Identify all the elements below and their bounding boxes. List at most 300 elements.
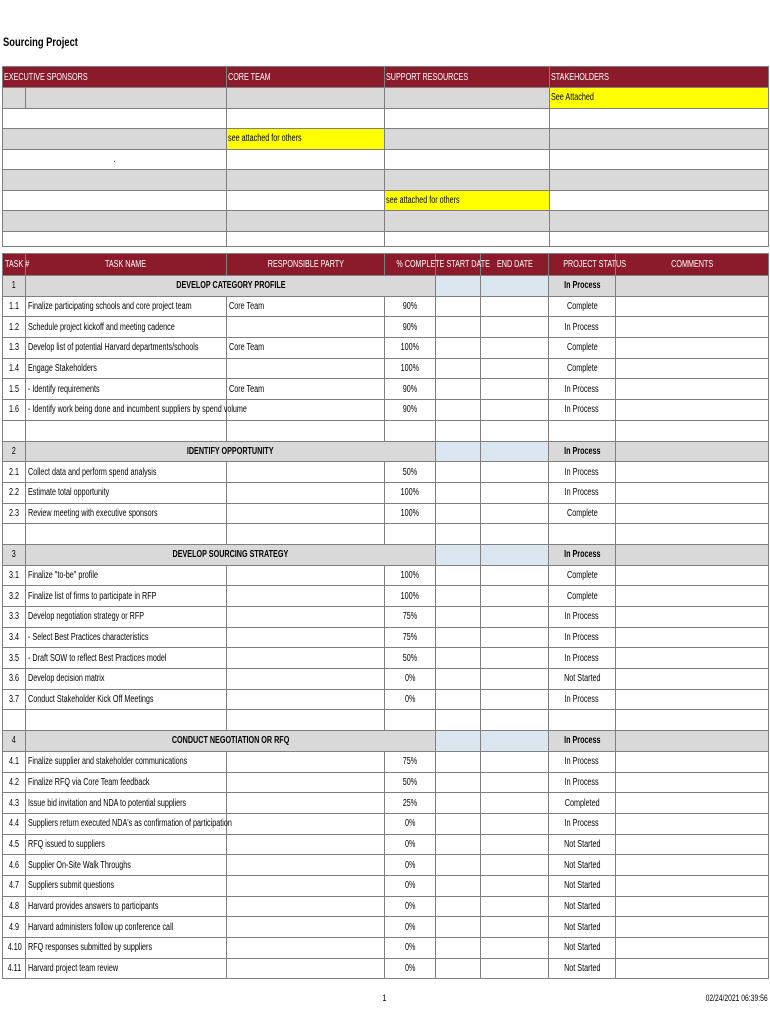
blank-cell <box>616 710 769 731</box>
start-date[interactable] <box>436 896 481 917</box>
end-date[interactable] <box>481 338 549 359</box>
task-number: 2.1 <box>3 462 26 483</box>
start-date[interactable] <box>436 938 481 959</box>
blank-cell <box>3 420 26 441</box>
task-name[interactable]: Review meeting with executive sponsors <box>26 503 227 524</box>
task-name[interactable]: Develop list of potential Harvard departments/schools <box>26 338 227 359</box>
responsible-party[interactable] <box>227 689 385 710</box>
see-attached-cell[interactable]: See Attached <box>550 88 769 109</box>
stakeholder-row <box>3 190 769 211</box>
blank-cell <box>227 524 385 545</box>
start-date[interactable] <box>436 358 481 379</box>
end-date[interactable] <box>481 938 549 959</box>
task-number: 3.3 <box>3 607 26 628</box>
comments[interactable] <box>616 607 769 628</box>
section-number: 2 <box>3 441 26 462</box>
task-row <box>3 938 769 959</box>
header-end-date: END DATE <box>481 254 549 276</box>
comments[interactable] <box>616 669 769 690</box>
end-date[interactable] <box>481 565 549 586</box>
end-date[interactable] <box>481 772 549 793</box>
comments[interactable] <box>616 958 769 979</box>
section-name: IDENTIFY OPPORTUNITY <box>26 441 436 462</box>
header-support-resources: SUPPORT RESOURCES <box>385 67 550 88</box>
comments[interactable] <box>616 917 769 938</box>
percent-complete[interactable]: 25% <box>385 793 436 814</box>
percent-complete[interactable]: 100% <box>385 358 436 379</box>
responsible-party[interactable] <box>227 875 385 896</box>
task-name[interactable]: Finalize RFQ via Core Team feedback <box>26 772 227 793</box>
header-task-no: TASK # <box>3 254 26 276</box>
section-comments[interactable] <box>616 276 769 297</box>
comments[interactable] <box>616 875 769 896</box>
comments[interactable] <box>616 772 769 793</box>
start-date[interactable] <box>436 855 481 876</box>
end-date[interactable] <box>481 917 549 938</box>
blank-cell <box>227 710 385 731</box>
blank-row <box>3 420 769 441</box>
comments[interactable] <box>616 296 769 317</box>
end-date[interactable] <box>481 689 549 710</box>
start-date[interactable] <box>436 958 481 979</box>
section-end-date[interactable] <box>481 276 549 297</box>
comments[interactable] <box>616 462 769 483</box>
end-date[interactable] <box>481 958 549 979</box>
start-date[interactable] <box>436 338 481 359</box>
task-number: 1.6 <box>3 400 26 421</box>
percent-complete[interactable]: 0% <box>385 813 436 834</box>
stakeholder-row <box>3 170 769 191</box>
section-comments[interactable] <box>616 731 769 752</box>
task-row <box>3 358 769 379</box>
task-number: 1.2 <box>3 317 26 338</box>
task-header-row <box>3 254 769 276</box>
section-name: DEVELOP SOURCING STRATEGY <box>26 544 436 565</box>
task-number: 1.1 <box>3 296 26 317</box>
stakeholder-row <box>3 149 769 170</box>
blank-row <box>3 524 769 545</box>
header-comments: COMMENTS <box>616 254 769 276</box>
project-status[interactable]: Not Started <box>549 875 616 896</box>
section-comments[interactable] <box>616 544 769 565</box>
section-name: DEVELOP CATEGORY PROFILE <box>26 276 436 297</box>
blank-cell <box>3 524 26 545</box>
project-status[interactable]: Not Started <box>549 917 616 938</box>
percent-complete[interactable]: 0% <box>385 669 436 690</box>
blank-cell <box>26 420 227 441</box>
end-date[interactable] <box>481 834 549 855</box>
task-row <box>3 586 769 607</box>
responsible-party[interactable] <box>227 834 385 855</box>
blank-cell <box>436 524 481 545</box>
responsible-party[interactable] <box>227 896 385 917</box>
start-date[interactable] <box>436 462 481 483</box>
blank-cell <box>436 710 481 731</box>
end-date[interactable] <box>481 648 549 669</box>
task-number: 3.6 <box>3 669 26 690</box>
end-date[interactable] <box>481 379 549 400</box>
section-end-date[interactable] <box>481 544 549 565</box>
responsible-party[interactable] <box>227 317 385 338</box>
percent-complete[interactable]: 90% <box>385 379 436 400</box>
percent-complete[interactable]: 0% <box>385 689 436 710</box>
start-date[interactable] <box>436 813 481 834</box>
project-status[interactable]: In Process <box>549 462 616 483</box>
header-percent-complete: % COMPLETE <box>385 254 436 276</box>
end-date[interactable] <box>481 793 549 814</box>
task-number: 4.10 <box>3 938 26 959</box>
comments[interactable] <box>616 896 769 917</box>
responsible-party[interactable] <box>227 751 385 772</box>
task-number: 1.3 <box>3 338 26 359</box>
section-start-date[interactable] <box>436 544 481 565</box>
task-row <box>3 689 769 710</box>
section-status: In Process <box>549 731 616 752</box>
responsible-party[interactable] <box>227 669 385 690</box>
comments[interactable] <box>616 689 769 710</box>
end-date[interactable] <box>481 482 549 503</box>
task-name[interactable]: RFQ issued to suppliers <box>26 834 227 855</box>
project-status[interactable]: In Process <box>549 751 616 772</box>
task-number: 4.2 <box>3 772 26 793</box>
responsible-party[interactable] <box>227 607 385 628</box>
start-date[interactable] <box>436 917 481 938</box>
task-number: 3.4 <box>3 627 26 648</box>
responsible-party[interactable] <box>227 400 385 421</box>
start-date[interactable] <box>436 317 481 338</box>
task-number: 3.2 <box>3 586 26 607</box>
section-status: In Process <box>549 276 616 297</box>
blank-cell <box>616 524 769 545</box>
comments[interactable] <box>616 338 769 359</box>
section-start-date[interactable] <box>436 731 481 752</box>
start-date[interactable] <box>436 586 481 607</box>
end-date[interactable] <box>481 855 549 876</box>
percent-complete[interactable]: 75% <box>385 627 436 648</box>
responsible-party[interactable]: Core Team <box>227 296 385 317</box>
responsible-party[interactable] <box>227 855 385 876</box>
blank-cell <box>436 420 481 441</box>
comments[interactable] <box>616 565 769 586</box>
comments[interactable] <box>616 648 769 669</box>
blank-cell <box>385 420 436 441</box>
stakeholder-grid <box>2 66 769 247</box>
task-name[interactable]: Engage Stakeholders <box>26 358 227 379</box>
end-date[interactable] <box>481 400 549 421</box>
task-name[interactable]: Collect data and perform spend analysis <box>26 462 227 483</box>
project-status[interactable]: Not Started <box>549 896 616 917</box>
section-row <box>3 276 769 297</box>
responsible-party[interactable] <box>227 358 385 379</box>
percent-complete[interactable]: 90% <box>385 400 436 421</box>
responsible-party[interactable] <box>227 503 385 524</box>
comments[interactable] <box>616 813 769 834</box>
task-name[interactable]: Conduct Stakeholder Kick Off Meetings <box>26 689 227 710</box>
responsible-party[interactable] <box>227 813 385 834</box>
task-name[interactable]: RFQ responses submitted by suppliers <box>26 938 227 959</box>
comments[interactable] <box>616 938 769 959</box>
start-date[interactable] <box>436 689 481 710</box>
project-status[interactable]: In Process <box>549 648 616 669</box>
end-date[interactable] <box>481 358 549 379</box>
percent-complete[interactable]: 0% <box>385 875 436 896</box>
project-status[interactable]: In Process <box>549 689 616 710</box>
task-number: 3.7 <box>3 689 26 710</box>
task-name[interactable]: - Identify requirements <box>26 379 227 400</box>
percent-complete[interactable]: 90% <box>385 317 436 338</box>
task-name[interactable]: Develop negotiation strategy or RFP <box>26 607 227 628</box>
task-table <box>2 253 769 979</box>
project-status[interactable]: Complete <box>549 296 616 317</box>
header-responsible-party: RESPONSIBLE PARTY <box>227 254 385 276</box>
end-date[interactable] <box>481 669 549 690</box>
page-title: Sourcing Project <box>3 35 78 49</box>
blank-cell <box>481 710 549 731</box>
task-name[interactable]: Suppliers submit questions <box>26 875 227 896</box>
project-status[interactable]: Complete <box>549 565 616 586</box>
percent-complete[interactable]: 100% <box>385 482 436 503</box>
task-row <box>3 503 769 524</box>
task-row <box>3 772 769 793</box>
percent-complete[interactable]: 0% <box>385 917 436 938</box>
task-row <box>3 896 769 917</box>
start-date[interactable] <box>436 565 481 586</box>
task-name[interactable]: - Identify work being done and incumbent suppliers by spend volume <box>26 400 227 421</box>
header-stakeholders: STAKEHOLDERS <box>550 67 769 88</box>
start-date[interactable] <box>436 834 481 855</box>
task-number: 3.5 <box>3 648 26 669</box>
task-row <box>3 917 769 938</box>
task-row <box>3 627 769 648</box>
responsible-party[interactable] <box>227 917 385 938</box>
task-name[interactable]: Suppliers return executed NDA's as confirmation of participation <box>26 813 227 834</box>
task-number: 4.6 <box>3 855 26 876</box>
task-name[interactable]: - Draft SOW to reflect Best Practices model <box>26 648 227 669</box>
task-name[interactable]: Schedule project kickoff and meeting cadence <box>26 317 227 338</box>
percent-complete[interactable]: 0% <box>385 896 436 917</box>
print-timestamp: 02/24/2021 06:39:56 <box>706 993 768 1003</box>
comments[interactable] <box>616 503 769 524</box>
blank-cell <box>3 710 26 731</box>
stakeholder-row <box>3 129 769 150</box>
percent-complete[interactable]: 0% <box>385 938 436 959</box>
task-number: 4.11 <box>3 958 26 979</box>
comments[interactable] <box>616 586 769 607</box>
start-date[interactable] <box>436 400 481 421</box>
task-number: 1.4 <box>3 358 26 379</box>
responsible-party[interactable]: Core Team <box>227 379 385 400</box>
section-end-date[interactable] <box>481 441 549 462</box>
percent-complete[interactable]: 100% <box>385 503 436 524</box>
start-date[interactable] <box>436 875 481 896</box>
section-start-date[interactable] <box>436 276 481 297</box>
percent-complete[interactable]: 100% <box>385 565 436 586</box>
end-date[interactable] <box>481 586 549 607</box>
start-date[interactable] <box>436 607 481 628</box>
blank-cell <box>26 524 227 545</box>
responsible-party[interactable] <box>227 793 385 814</box>
start-date[interactable] <box>436 751 481 772</box>
task-name[interactable]: Finalize participating schools and core project team <box>26 296 227 317</box>
responsible-party[interactable] <box>227 462 385 483</box>
start-date[interactable] <box>436 627 481 648</box>
start-date[interactable] <box>436 482 481 503</box>
start-date[interactable] <box>436 503 481 524</box>
section-number: 3 <box>3 544 26 565</box>
responsible-party[interactable] <box>227 627 385 648</box>
comments[interactable] <box>616 751 769 772</box>
percent-complete[interactable]: 100% <box>385 338 436 359</box>
project-status[interactable]: Complete <box>549 503 616 524</box>
end-date[interactable] <box>481 875 549 896</box>
project-status[interactable]: In Process <box>549 379 616 400</box>
task-name[interactable]: Develop decision matrix <box>26 669 227 690</box>
task-row <box>3 296 769 317</box>
stakeholder-row <box>3 88 769 109</box>
start-date[interactable] <box>436 669 481 690</box>
responsible-party[interactable]: Core Team <box>227 338 385 359</box>
project-status[interactable]: Complete <box>549 586 616 607</box>
comments[interactable] <box>616 627 769 648</box>
comments[interactable] <box>616 482 769 503</box>
start-date[interactable] <box>436 379 481 400</box>
comments[interactable] <box>616 317 769 338</box>
section-end-date[interactable] <box>481 731 549 752</box>
project-status[interactable]: Completed <box>549 793 616 814</box>
responsible-party[interactable] <box>227 482 385 503</box>
responsible-party[interactable] <box>227 565 385 586</box>
end-date[interactable] <box>481 751 549 772</box>
responsible-party[interactable] <box>227 938 385 959</box>
section-name: CONDUCT NEGOTIATION OR RFQ <box>26 731 436 752</box>
project-status[interactable]: Complete <box>549 338 616 359</box>
task-name[interactable]: Finalize supplier and stakeholder communications <box>26 751 227 772</box>
task-row <box>3 793 769 814</box>
header-start-date: START DATE <box>436 254 481 276</box>
project-status[interactable]: Not Started <box>549 834 616 855</box>
percent-complete[interactable]: 50% <box>385 648 436 669</box>
task-name[interactable]: Harvard project team review <box>26 958 227 979</box>
comments[interactable] <box>616 358 769 379</box>
blank-cell <box>26 710 227 731</box>
project-status[interactable]: Complete <box>549 358 616 379</box>
project-status[interactable]: In Process <box>549 607 616 628</box>
task-row <box>3 958 769 979</box>
section-row <box>3 544 769 565</box>
percent-complete[interactable]: 0% <box>385 834 436 855</box>
percent-complete[interactable]: 50% <box>385 462 436 483</box>
comments[interactable] <box>616 834 769 855</box>
task-row <box>3 751 769 772</box>
support-see-attached[interactable]: see attached for others <box>385 190 550 211</box>
header-executive-sponsors: EXECUTIVE SPONSORS <box>3 67 227 88</box>
responsible-party[interactable] <box>227 958 385 979</box>
comments[interactable] <box>616 793 769 814</box>
core-team-see-attached[interactable]: see attached for others <box>227 129 385 150</box>
end-date[interactable] <box>481 896 549 917</box>
percent-complete[interactable]: 75% <box>385 607 436 628</box>
task-row <box>3 462 769 483</box>
section-start-date[interactable] <box>436 441 481 462</box>
project-status[interactable]: In Process <box>549 813 616 834</box>
task-number: 4.7 <box>3 875 26 896</box>
task-name[interactable]: Harvard provides answers to participants <box>26 896 227 917</box>
task-row <box>3 400 769 421</box>
comments[interactable] <box>616 400 769 421</box>
page-number: 1 <box>382 993 387 1003</box>
project-status[interactable]: Not Started <box>549 855 616 876</box>
project-status[interactable]: In Process <box>549 482 616 503</box>
task-name[interactable]: Estimate total opportunity <box>26 482 227 503</box>
task-name[interactable]: Harvard administers follow up conference call <box>26 917 227 938</box>
end-date[interactable] <box>481 627 549 648</box>
percent-complete[interactable]: 90% <box>385 296 436 317</box>
task-name[interactable]: Finalize list of firms to participate in RFP <box>26 586 227 607</box>
task-row <box>3 607 769 628</box>
stakeholder-row <box>3 231 769 246</box>
end-date[interactable] <box>481 503 549 524</box>
responsible-party[interactable] <box>227 648 385 669</box>
task-row <box>3 813 769 834</box>
comments[interactable] <box>616 379 769 400</box>
start-date[interactable] <box>436 648 481 669</box>
percent-complete[interactable]: 50% <box>385 772 436 793</box>
section-number: 4 <box>3 731 26 752</box>
start-date[interactable] <box>436 296 481 317</box>
comments[interactable] <box>616 855 769 876</box>
end-date[interactable] <box>481 462 549 483</box>
project-status[interactable]: Not Started <box>549 938 616 959</box>
end-date[interactable] <box>481 317 549 338</box>
end-date[interactable] <box>481 607 549 628</box>
stakeholder-header-row <box>3 67 769 88</box>
project-status[interactable]: In Process <box>549 627 616 648</box>
project-status[interactable]: In Process <box>549 772 616 793</box>
task-row <box>3 379 769 400</box>
task-number: 4.1 <box>3 751 26 772</box>
task-number: 4.4 <box>3 813 26 834</box>
header-task-name: TASK NAME <box>26 254 227 276</box>
end-date[interactable] <box>481 813 549 834</box>
task-name[interactable]: Supplier On-Site Walk Throughs <box>26 855 227 876</box>
section-comments[interactable] <box>616 441 769 462</box>
start-date[interactable] <box>436 793 481 814</box>
responsible-party[interactable] <box>227 772 385 793</box>
project-status[interactable]: In Process <box>549 317 616 338</box>
responsible-party[interactable] <box>227 586 385 607</box>
project-status[interactable]: In Process <box>549 400 616 421</box>
percent-complete[interactable]: 0% <box>385 958 436 979</box>
percent-complete[interactable]: 0% <box>385 855 436 876</box>
percent-complete[interactable]: 100% <box>385 586 436 607</box>
task-name[interactable]: Issue bid invitation and NDA to potential suppliers <box>26 793 227 814</box>
task-name[interactable]: - Select Best Practices characteristics <box>26 627 227 648</box>
blank-cell <box>616 420 769 441</box>
blank-cell <box>227 420 385 441</box>
task-number: 2.2 <box>3 482 26 503</box>
task-row <box>3 648 769 669</box>
section-status: In Process <box>549 544 616 565</box>
percent-complete[interactable]: 75% <box>385 751 436 772</box>
end-date[interactable] <box>481 296 549 317</box>
header-core-team: CORE TEAM <box>227 67 385 88</box>
start-date[interactable] <box>436 772 481 793</box>
task-number: 1.5 <box>3 379 26 400</box>
project-status[interactable]: Not Started <box>549 669 616 690</box>
project-status[interactable]: Not Started <box>549 958 616 979</box>
task-name[interactable]: Finalize "to-be" profile <box>26 565 227 586</box>
task-number: 3.1 <box>3 565 26 586</box>
